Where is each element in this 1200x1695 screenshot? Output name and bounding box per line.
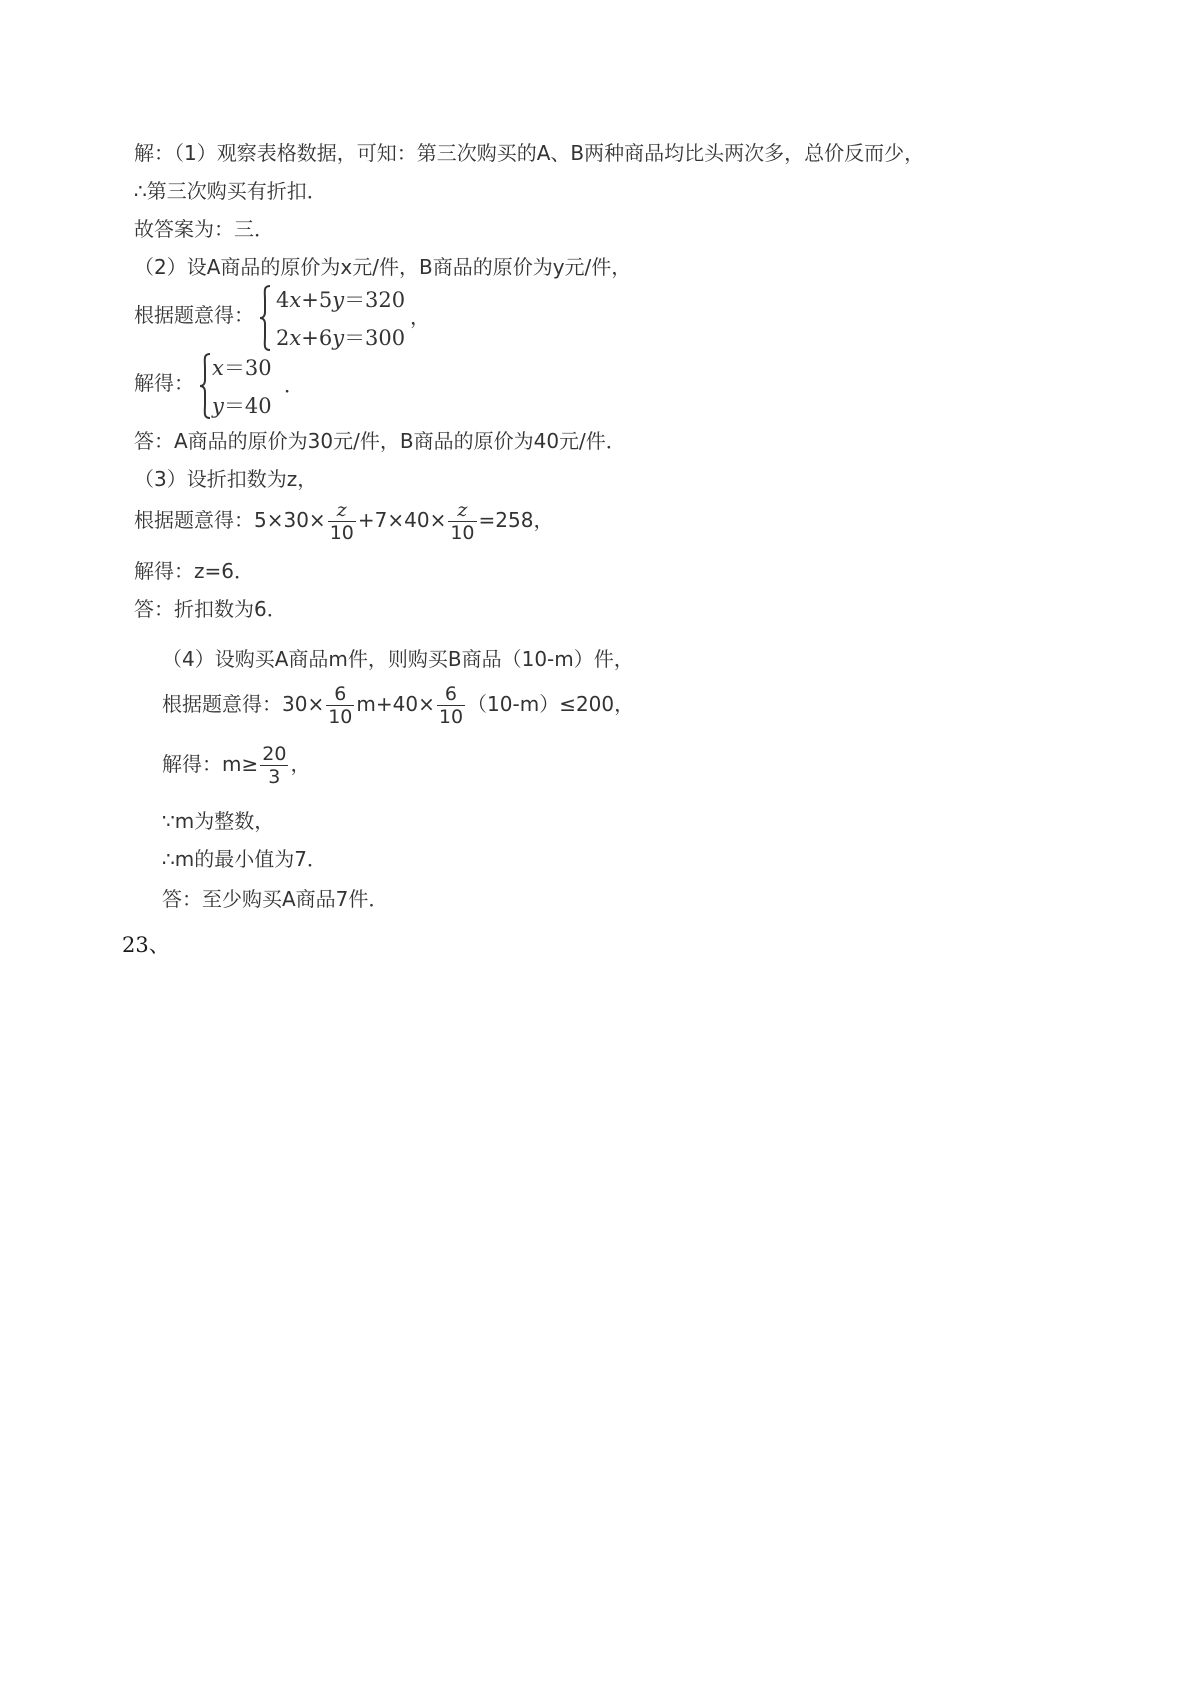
fraction-denominator: 10 [450, 522, 475, 544]
line-9-suffix: =258， [478, 508, 554, 532]
question-number: 23、 [122, 933, 170, 957]
left-brace-icon [198, 352, 212, 420]
line-14-suffix: ， [290, 752, 311, 776]
solution-line-11: 答：折扣数为6． [134, 597, 287, 621]
solution-line-3: 故答案为：三． [134, 217, 274, 241]
solution-line-6-suffix: ． [284, 373, 304, 397]
line-9-prefix: 根据题意得：5×30× [134, 508, 326, 532]
fraction-denominator: 10 [329, 522, 354, 544]
fraction-denominator: 10 [438, 706, 464, 728]
solution-line-13 [162, 682, 634, 730]
solution-line-2: ∴第三次购买有折扣． [134, 179, 327, 203]
solution-line-1: 解：（1）观察表格数据，可知：第三次购买的A、B两种商品均比头两次多，总价反而少， [134, 141, 925, 165]
system-2-equation-2: y＝40 [212, 394, 272, 418]
solution-line-12: （4）设购买A商品m件，则购买B商品（10-m）件， [162, 647, 634, 671]
system-2-equation-1: x＝30 [212, 356, 272, 380]
fraction-6-over-10 [437, 683, 465, 728]
solution-line-6-prefix: 解得： [134, 371, 194, 395]
solution-line-4: （2）设A商品的原价为x元/件，B商品的原价为y元/件， [134, 255, 632, 279]
line-14-prefix: 解得：m≥ [162, 752, 259, 776]
left-brace-icon [258, 284, 272, 352]
fraction-z-over-10 [448, 499, 476, 544]
fraction-numerator: 6 [326, 683, 354, 706]
fraction-numerator: 20 [262, 743, 287, 765]
solution-line-5-suffix: ， [410, 305, 430, 329]
solution-line-16: ∴m的最小值为7． [162, 847, 327, 871]
solution-line-9 [134, 498, 553, 546]
fraction-denominator: 10 [328, 706, 353, 728]
fraction-6-over-10 [326, 683, 354, 728]
fraction-z-over-10 [328, 499, 356, 544]
solution-line-5-prefix: 根据题意得： [134, 303, 254, 327]
solution-line-17: 答：至少购买A商品7件． [162, 887, 389, 911]
solution-line-8: （3）设折扣数为z， [134, 467, 318, 491]
line-13-prefix: 根据题意得：30× [162, 692, 325, 716]
system-1-equation-1: 4x+5y＝320 [276, 288, 406, 312]
solution-line-15: ∵m为整数， [162, 809, 275, 833]
solution-line-10: 解得：z=6． [134, 559, 254, 583]
solution-line-7: 答：A商品的原价为30元/件，B商品的原价为40元/件． [134, 429, 626, 453]
equation-system-2 [198, 352, 298, 420]
equation-system-1 [258, 284, 428, 352]
fraction-20-over-3 [260, 743, 288, 788]
fraction-denominator: 3 [268, 766, 281, 788]
fraction-numerator: z [328, 499, 356, 522]
line-13-mid: m+40× [356, 692, 435, 716]
line-9-mid: +7×40× [357, 508, 447, 532]
line-13-suffix: （10-m）≤200， [467, 692, 635, 716]
solution-line-14 [162, 742, 310, 790]
fraction-numerator: z [448, 499, 476, 522]
system-1-equation-2: 2x+6y＝300 [276, 326, 406, 350]
fraction-numerator: 6 [437, 683, 465, 706]
